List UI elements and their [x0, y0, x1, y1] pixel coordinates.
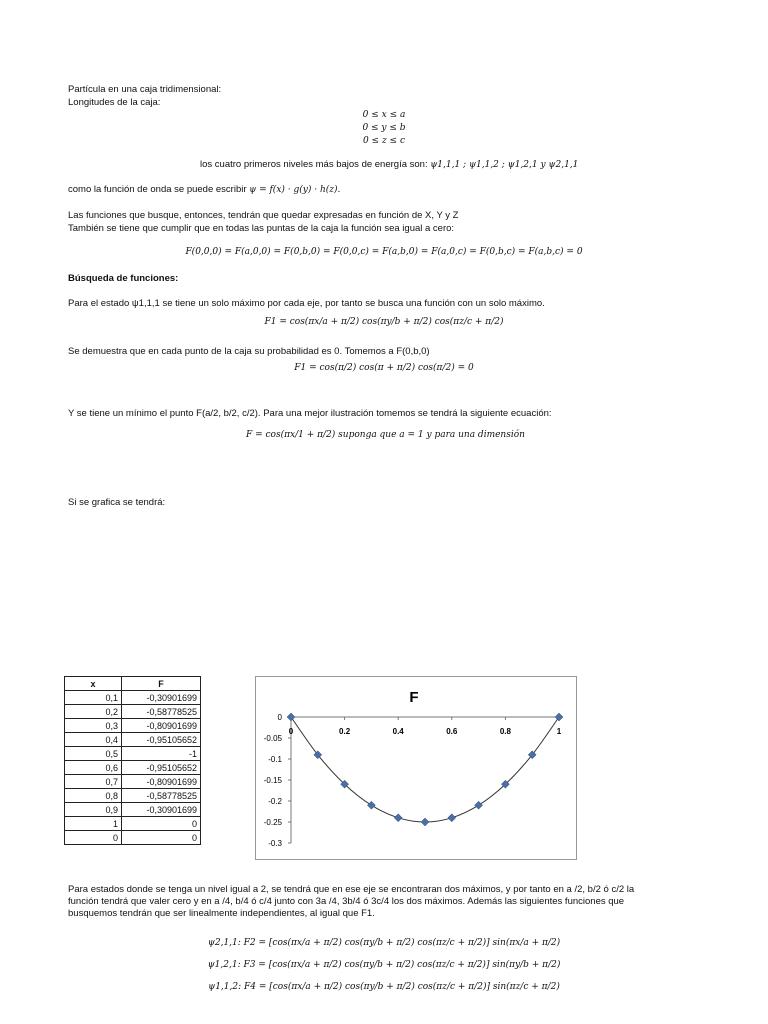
- chart-container: [255, 676, 577, 860]
- table-cell-x: 0,9: [65, 803, 122, 817]
- values-table: [64, 676, 201, 845]
- f-equation: F = cos(πx/1 + π/2): [246, 430, 336, 440]
- x-tick-label: 1: [556, 727, 562, 736]
- table-cell-f: 0: [122, 831, 201, 845]
- level2-line-3: busquemos tendrán que ser linealmente independientes, al igual que F1.: [68, 908, 375, 919]
- graph-line: Si se grafica se tendrá:: [68, 497, 166, 508]
- table-cell-f: -0,95105652: [122, 761, 201, 775]
- x-tick-label: 0: [288, 727, 294, 736]
- y-tick-label: -0.25: [263, 818, 282, 827]
- table-cell-f: -0,58778525: [122, 789, 201, 803]
- y-tick-label: -0.15: [263, 776, 282, 785]
- table-row: [65, 803, 201, 817]
- f1-evaluation: F1 = cos(π/2) cos(π + π/2) cos(π/2) = 0: [294, 363, 474, 373]
- f3-equation: ψ1,2,1: F3 = [cos(πx/a + π/2) cos(πy/b + π/2) cos(πz/c + π/2)] sin(πy/b + π/2): [207, 960, 561, 970]
- probability-line: Se demuestra que en cada punto de la caja su probabilidad es 0. Tomemos a F(0,b,0): [68, 346, 430, 357]
- table-row: [65, 817, 201, 831]
- inequality-z: 0 ≤ z ≤ c: [362, 136, 406, 146]
- table-cell-f: -0,30901699: [122, 803, 201, 817]
- minimum-line: Y se tiene un mínimo el punto F(a/2, b/2, c/2). Para una mejor ilustración tomemos se tendrá la siguiente ecuación:: [68, 408, 552, 419]
- y-tick-label: -0.2: [268, 797, 282, 806]
- inequality-x: 0 ≤ x ≤ a: [362, 110, 406, 120]
- f4-equation: ψ1,1,2: F4 = [cos(πx/a + π/2) cos(πy/b + π/2) cos(πz/c + π/2)] sin(πz/c + π/2): [208, 982, 560, 992]
- x-tick-label: 0.2: [339, 727, 351, 736]
- table-row: [65, 775, 201, 789]
- table-cell-x: 0,7: [65, 775, 122, 789]
- table-cell-x: 1: [65, 817, 122, 831]
- f2-equation: ψ2,1,1: F2 = [cos(πx/a + π/2) cos(πy/b + π/2) cos(πz/c + π/2)] sin(πx/a + π/2): [207, 938, 561, 948]
- corners-equation: F(0,0,0) = F(a,0,0) = F(0,b,0) = F(0,0,c) = F(a,b,0) = F(a,0,c) = F(0,b,c) = F(a,b,c) = 0: [185, 247, 583, 257]
- wave-function-line: [68, 184, 340, 195]
- table-header-x: x: [65, 677, 122, 691]
- table-header-row: [65, 677, 201, 691]
- data-point: [421, 818, 429, 826]
- level2-line-1: Para estados donde se tenga un nivel igual a 2, se tendrá que en ese eje se encontraran dos máximos, y por tanto en a /2, b/2 ó c/2 la: [68, 884, 635, 895]
- y-tick-label: -0.05: [263, 734, 282, 743]
- table-cell-x: 0,5: [65, 747, 122, 761]
- data-point: [555, 713, 563, 721]
- table-row: [65, 761, 201, 775]
- functions-line-1: Las funciones que busque, entonces, tendrán que quedar expresadas en función de X, Y y Z: [68, 210, 459, 221]
- data-point: [448, 814, 456, 822]
- wave-function-text: como la función de onda se puede escribir: [68, 184, 247, 195]
- table-cell-f: -0,80901699: [122, 775, 201, 789]
- intro-line-2: Longitudes de la caja:: [68, 97, 161, 108]
- f-equation-note: suponga que a = 1 y para una dimensión: [338, 430, 525, 440]
- line-chart: [256, 677, 576, 859]
- y-tick-label: -0.1: [268, 755, 282, 764]
- table-cell-x: 0,4: [65, 733, 122, 747]
- level2-line-2: función tendrá que valer cero y en a /4, b/4 ó c/4 junto con 3a /4, 3b/4 ó 3c/4 los dos máximos. Además las siguientes funciones que: [68, 896, 625, 907]
- y-tick-label: 0: [277, 713, 282, 722]
- table-cell-f: 0: [122, 817, 201, 831]
- table-cell-x: 0,2: [65, 705, 122, 719]
- table-row: [65, 789, 201, 803]
- energy-levels-line: [200, 159, 578, 170]
- f-equation-line: [246, 430, 525, 440]
- data-point: [367, 801, 375, 809]
- table-cell-f: -0,80901699: [122, 719, 201, 733]
- x-tick-label: 0.4: [392, 727, 404, 736]
- table-cell-f: -0,95105652: [122, 733, 201, 747]
- table-row: [65, 719, 201, 733]
- x-tick-label: 0.6: [446, 727, 458, 736]
- table-row: [65, 747, 201, 761]
- table-cell-f: -1: [122, 747, 201, 761]
- f1-equation: F1 = cos(πx/a + π/2) cos(πy/b + π/2) cos(πz/c + π/2): [264, 317, 504, 327]
- table-row: [65, 831, 201, 845]
- table-cell-f: -0,58778525: [122, 705, 201, 719]
- inequality-y: 0 ≤ y ≤ b: [362, 123, 406, 133]
- table-row: [65, 733, 201, 747]
- x-tick-label: 0.8: [499, 727, 511, 736]
- table-row: [65, 691, 201, 705]
- wave-function-math: ψ = f(x) · g(y) · h(z).: [249, 185, 341, 195]
- table-cell-x: 0: [65, 831, 122, 845]
- data-point: [287, 713, 295, 721]
- data-point: [475, 801, 483, 809]
- section-heading: Búsqueda de funciones:: [68, 273, 179, 284]
- table-cell-x: 0,1: [65, 691, 122, 705]
- functions-line-2: También se tiene que cumplir que en todas las puntas de la caja la función sea igual a cero:: [68, 223, 455, 234]
- table-cell-x: 0,6: [65, 761, 122, 775]
- energy-levels-text: los cuatro primeros niveles más bajos de energía son:: [200, 159, 428, 170]
- intro-line-1: Partícula en una caja tridimensional:: [68, 84, 222, 95]
- table-cell-x: 0,3: [65, 719, 122, 733]
- table-cell-x: 0,8: [65, 789, 122, 803]
- table-header-f: F: [122, 677, 201, 691]
- chart-title: F: [409, 689, 419, 706]
- data-point: [394, 814, 402, 822]
- energy-levels-math: ψ1,1,1 ; ψ1,1,2 ; ψ1,2,1 y ψ2,1,1: [430, 160, 579, 170]
- state-line: Para el estado ψ1,1,1 se tiene un solo máximo por cada eje, por tanto se busca una función con un solo máximo.: [68, 298, 545, 309]
- y-tick-label: -0.3: [268, 839, 282, 848]
- series-line: [288, 717, 559, 822]
- table-row: [65, 705, 201, 719]
- table-cell-f: -0,30901699: [122, 691, 201, 705]
